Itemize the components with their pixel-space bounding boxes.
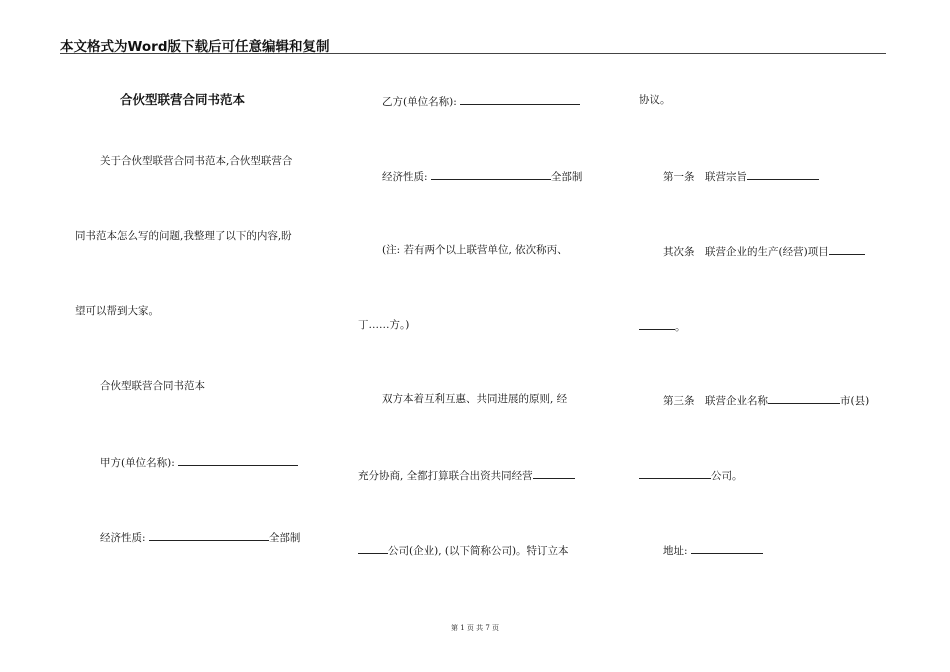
article-1-label: 第一条 联营宗旨	[663, 171, 747, 183]
article-3-line	[663, 392, 869, 408]
article-2-line	[663, 243, 865, 259]
column-2	[358, 0, 608, 672]
article-3-blank-2	[639, 467, 711, 479]
note-line-2: 丁……方。)	[358, 319, 410, 331]
column-1	[75, 0, 335, 672]
party-b-blank	[460, 93, 580, 105]
agreement-line: 协议。	[639, 94, 671, 106]
nature-a-suffix: 全部制	[268, 532, 301, 544]
header-title: 本文格式为Word版下载后可任意编辑和复制	[60, 39, 330, 55]
body-line-3-text: 公司(企业), (以下简称公司)。特订立本	[388, 545, 569, 557]
intro-line-1: 关于合伙型联营合同书范本,合伙型联营合	[100, 155, 293, 167]
nature-a-label: 经济性质:	[100, 532, 149, 544]
business-blank	[533, 467, 575, 479]
column-3	[639, 0, 889, 672]
address-label: 地址:	[663, 545, 691, 557]
article-3-label: 第三条 联营企业名称	[663, 395, 768, 407]
article-3-company: 公司。	[711, 470, 743, 482]
intro-line-3: 望可以帮到大家。	[75, 305, 159, 317]
intro-line-2: 同书范本怎么写的问题,我整理了以下的内容,盼	[75, 230, 292, 242]
article-2-blank	[829, 243, 865, 255]
party-a-blank	[178, 454, 298, 466]
article-3-city: 市(县)	[840, 395, 870, 407]
article-1-blank	[747, 168, 819, 180]
body-line-2-text: 充分协商, 全都打算联合出资共同经营	[358, 470, 533, 482]
nature-b-label: 经济性质:	[382, 171, 431, 183]
party-a-label: 甲方(单位名称):	[100, 457, 179, 469]
article-3-continued	[639, 467, 743, 483]
body-line-3	[358, 542, 569, 558]
article-2-blank-2	[639, 318, 675, 330]
address-blank	[691, 542, 763, 554]
contract-subtitle: 合伙型联营合同书范本	[100, 380, 205, 392]
article-2-label: 其次条 联营企业的生产(经营)项目	[663, 246, 829, 258]
address-line	[663, 542, 763, 558]
nature-a-blank	[149, 529, 269, 541]
nature-a-line	[100, 529, 300, 545]
nature-b-blank	[431, 168, 551, 180]
body-line-2	[358, 467, 575, 483]
article-1-line	[663, 168, 819, 184]
document-title: 合伙型联营合同书范本	[120, 92, 246, 107]
article-3-blank	[768, 392, 840, 404]
nature-b-suffix: 全部制	[550, 171, 583, 183]
party-a-line	[100, 454, 298, 470]
article-2-end: 。	[675, 321, 686, 333]
party-b-line	[382, 93, 580, 109]
nature-b-line	[382, 168, 582, 184]
page-number: 第 1 页 共 7 页	[450, 624, 500, 632]
note-line-1: (注: 若有两个以上联营单位, 依次称丙、	[382, 244, 568, 256]
company-name-blank	[358, 542, 388, 554]
article-2-continued	[639, 318, 686, 334]
body-line-1: 双方本着互利互惠、共同进展的原则, 经	[382, 393, 568, 405]
party-b-label: 乙方(单位名称):	[382, 96, 461, 108]
